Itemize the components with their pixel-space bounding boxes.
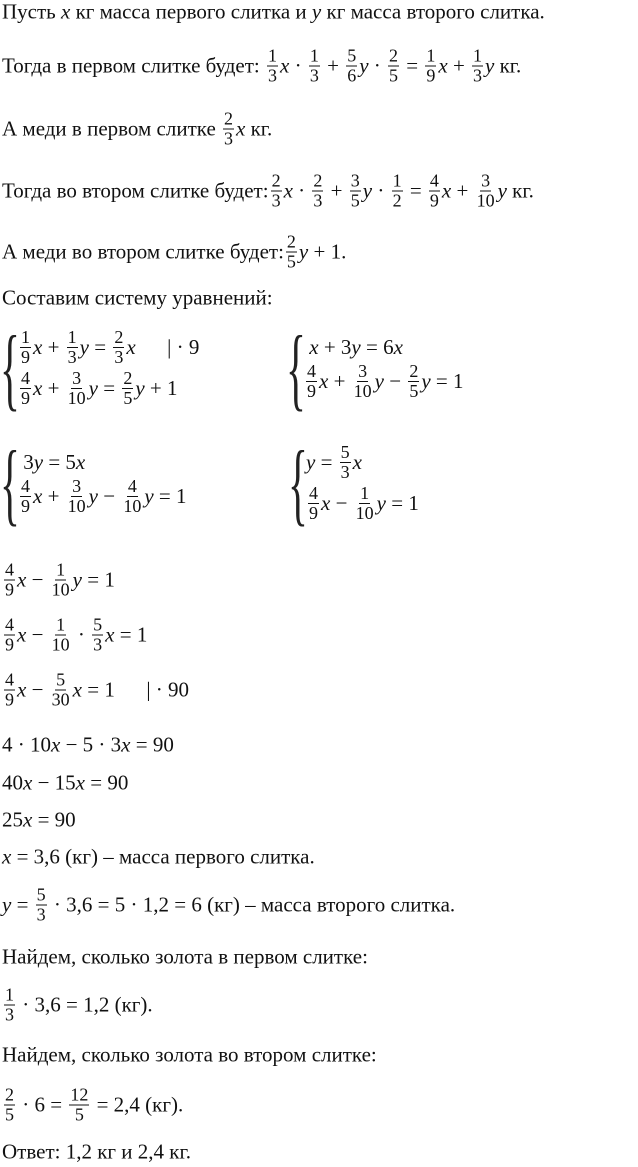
gold-second-heading xyxy=(2,1043,377,1068)
text-run: · xyxy=(72,622,91,647)
gold-second-result xyxy=(2,1086,183,1125)
variable: x xyxy=(61,0,71,24)
numerator: 5 xyxy=(93,614,103,635)
copper-first-ingot-line xyxy=(2,110,272,149)
variable: x xyxy=(51,732,61,757)
text-run: + xyxy=(42,335,65,359)
text-run: + 3 xyxy=(318,335,352,359)
gold-first-heading xyxy=(2,945,368,970)
text-run: + xyxy=(447,53,471,78)
text-run: 3 xyxy=(18,450,34,474)
denominator: 3 xyxy=(93,634,103,655)
system-row xyxy=(18,369,199,408)
denominator: 5 xyxy=(389,65,399,86)
numerator: 2 xyxy=(409,361,419,381)
numerator: 2 xyxy=(5,1084,14,1105)
variable: y xyxy=(144,484,154,508)
fraction xyxy=(51,616,71,655)
numerator: 5 xyxy=(347,45,357,66)
equation-line xyxy=(2,733,174,758)
text-run: · xyxy=(292,178,311,203)
fraction xyxy=(271,172,282,211)
variable: x xyxy=(319,369,329,393)
text-run: Ответ: 1,2 кг и 2,4 кг. xyxy=(2,1139,191,1164)
denominator: 5 xyxy=(286,251,296,272)
gold-first-result xyxy=(2,986,153,1025)
text-run: + 1 xyxy=(144,376,178,400)
variable: x xyxy=(352,450,362,474)
variable: x xyxy=(236,116,246,141)
variable: x xyxy=(75,450,86,474)
equation-system-3 xyxy=(0,432,187,534)
denominator: 9 xyxy=(21,496,30,516)
text-run: Найдем, сколько золота в первом слитке: xyxy=(2,944,368,969)
brace-icon: { xyxy=(0,432,20,534)
system-row xyxy=(18,450,187,475)
variable: y xyxy=(497,178,507,203)
numerator: 4 xyxy=(307,361,316,381)
equation-system-1 xyxy=(0,317,200,419)
variable: y xyxy=(421,369,431,393)
fraction xyxy=(340,443,351,482)
fraction xyxy=(267,47,278,86)
text-run: = 90 xyxy=(32,807,76,832)
variable: x xyxy=(309,335,319,359)
denominator: 3 xyxy=(268,65,278,86)
fraction xyxy=(4,986,15,1025)
variable: x xyxy=(23,807,33,832)
brace-icon: { xyxy=(0,317,20,419)
numerator: 4 xyxy=(5,614,14,635)
fraction xyxy=(67,477,87,516)
fraction xyxy=(388,47,399,86)
numerator: 3 xyxy=(72,476,82,496)
fraction xyxy=(350,172,361,211)
denominator: 3 xyxy=(313,190,323,211)
denominator: 3 xyxy=(309,65,319,86)
denominator: 5 xyxy=(74,1104,84,1125)
denominator: 10 xyxy=(476,190,495,211)
variable: x xyxy=(33,376,43,400)
variable: x xyxy=(33,335,43,359)
variable: y xyxy=(298,239,309,264)
variable: x xyxy=(126,335,136,359)
text-run: = xyxy=(404,178,427,203)
denominator: 3 xyxy=(114,347,124,367)
numerator: 4 xyxy=(5,669,14,690)
fraction xyxy=(4,671,15,710)
system-row xyxy=(306,443,419,482)
denominator: 9 xyxy=(5,689,14,710)
text-run: = 2,4 (кг). xyxy=(91,1092,184,1117)
numerator: 5 xyxy=(340,442,350,462)
answer-line xyxy=(2,1140,191,1165)
fraction xyxy=(408,362,419,401)
text-run: − xyxy=(384,369,407,393)
denominator: 10 xyxy=(353,381,372,401)
denominator: 5 xyxy=(123,388,133,408)
denominator: 3 xyxy=(67,347,77,367)
system-row xyxy=(304,335,464,360)
variable: x xyxy=(17,622,27,647)
denominator: 9 xyxy=(21,388,30,408)
equation-line xyxy=(2,771,128,796)
denominator: 10 xyxy=(355,503,374,523)
numerator: 4 xyxy=(309,483,318,503)
text-run: · 3,6 = 5 · 1,2 = 6 (кг) – масса второго слитка. xyxy=(48,892,456,917)
variable: y xyxy=(362,178,373,203)
text-run: = xyxy=(401,53,424,78)
numerator: 4 xyxy=(21,368,30,388)
text-run: − 15 xyxy=(32,770,76,795)
fraction xyxy=(36,886,47,925)
fraction xyxy=(355,484,375,523)
variable: y xyxy=(88,484,98,508)
fraction xyxy=(4,561,15,600)
text-run: 40 xyxy=(2,770,23,795)
text-run: = 1 xyxy=(386,491,419,515)
denominator: 3 xyxy=(473,65,483,86)
text-run: = 1 xyxy=(82,567,115,592)
text-run: = xyxy=(315,450,338,474)
variable: y xyxy=(485,53,495,78)
denominator: 3 xyxy=(5,1004,14,1025)
text-run: − xyxy=(26,677,49,702)
variable: y xyxy=(33,450,44,474)
fraction xyxy=(20,328,31,367)
numerator: 5 xyxy=(56,669,66,690)
variable: x xyxy=(121,732,131,757)
numerator: 1 xyxy=(473,45,483,66)
text-run: = 1 xyxy=(153,484,187,508)
text-run: · xyxy=(368,53,387,78)
variable: y xyxy=(374,369,384,393)
fraction xyxy=(4,1086,15,1125)
equation-system-2 xyxy=(286,317,464,419)
denominator: 3 xyxy=(340,462,350,482)
numerator: 3 xyxy=(481,170,491,191)
text-run: А меди во втором слитке будет: xyxy=(2,239,284,264)
denominator: 30 xyxy=(51,689,70,710)
variable: x xyxy=(75,770,85,795)
equation-system-4 xyxy=(288,432,419,534)
text-run: Пусть xyxy=(2,0,61,24)
text-run: − 5 · 3 xyxy=(60,732,122,757)
variable: x xyxy=(438,53,448,78)
intro-line xyxy=(2,0,545,25)
text-run: = 90 xyxy=(130,732,174,757)
system-row xyxy=(18,328,199,367)
variable: y xyxy=(376,491,386,515)
variable: x xyxy=(441,178,452,203)
numerator: 1 xyxy=(309,45,319,66)
text-run: = 1 xyxy=(114,622,148,647)
copper-second-ingot-line xyxy=(2,233,346,272)
text-run: | · 9 xyxy=(135,335,200,359)
numerator: 2 xyxy=(114,327,124,347)
denominator: 2 xyxy=(392,190,402,211)
fraction xyxy=(20,477,31,516)
variable: x xyxy=(17,567,27,592)
numerator: 1 xyxy=(360,483,370,503)
text-run: + xyxy=(325,178,348,203)
denominator: 9 xyxy=(429,190,439,211)
variable: y xyxy=(311,0,322,24)
text-run: = 6 xyxy=(360,335,394,359)
text-run: = 5 xyxy=(43,450,76,474)
fraction xyxy=(306,362,317,401)
text-run: · 3,6 = 1,2 (кг). xyxy=(17,992,153,1017)
numerator: 3 xyxy=(358,361,368,381)
variable: y xyxy=(88,376,98,400)
text-run: = 1 xyxy=(430,369,464,393)
gold-second-ingot-line xyxy=(2,172,534,211)
text-run: + 1. xyxy=(308,239,347,264)
system-row xyxy=(306,484,419,523)
denominator: 10 xyxy=(51,634,70,655)
fraction xyxy=(472,47,483,86)
text-run: + xyxy=(321,53,345,78)
denominator: 9 xyxy=(309,503,318,523)
text-run: + xyxy=(328,369,351,393)
fraction xyxy=(67,369,87,408)
variable: y xyxy=(72,567,82,592)
text-run: − xyxy=(330,491,353,515)
denominator: 9 xyxy=(21,347,30,367)
variable: y xyxy=(351,335,361,359)
text-run: − xyxy=(98,484,121,508)
numerator: 2 xyxy=(286,231,296,252)
denominator: 9 xyxy=(426,65,436,86)
text-run: А меди в первом слитке xyxy=(2,116,222,141)
denominator: 5 xyxy=(5,1104,14,1125)
numerator: 3 xyxy=(72,368,82,388)
denominator: 3 xyxy=(271,190,281,211)
fraction xyxy=(51,671,71,710)
denominator: 5 xyxy=(350,190,360,211)
text-run: = xyxy=(98,376,121,400)
first-ingot-mass-line xyxy=(2,845,315,870)
fraction xyxy=(4,616,15,655)
text-run: = xyxy=(11,892,34,917)
variable: x xyxy=(2,844,12,869)
text-run: = 3,6 (кг) – масса первого слитка. xyxy=(11,844,315,869)
fraction xyxy=(309,47,320,86)
denominator: 5 xyxy=(409,381,419,401)
text-run: + xyxy=(42,484,65,508)
numerator: 4 xyxy=(127,476,137,496)
denominator: 9 xyxy=(5,634,14,655)
denominator: 10 xyxy=(123,496,142,516)
fraction xyxy=(67,328,78,367)
brace-icon: { xyxy=(288,432,308,534)
numerator: 1 xyxy=(268,45,278,66)
denominator: 3 xyxy=(224,128,234,149)
gold-first-ingot-line xyxy=(2,47,521,86)
variable: x xyxy=(280,53,290,78)
fraction xyxy=(92,616,103,655)
numerator: 4 xyxy=(429,170,439,191)
variable: x xyxy=(23,770,33,795)
numerator: 1 xyxy=(426,45,436,66)
variable: y xyxy=(359,53,369,78)
text-run: + xyxy=(42,376,65,400)
text-run: Составим систему уравнений: xyxy=(2,285,273,310)
text-run: кг. xyxy=(494,53,522,78)
denominator: 10 xyxy=(67,388,86,408)
system-row xyxy=(304,362,464,401)
system-heading xyxy=(2,286,273,311)
numerator: 1 xyxy=(392,170,402,191)
variable: x xyxy=(283,178,293,203)
variable: y xyxy=(2,892,12,917)
text-run: = xyxy=(89,335,112,359)
fraction xyxy=(51,561,71,600)
variable: y xyxy=(135,376,145,400)
variable: x xyxy=(393,335,403,359)
denominator: 9 xyxy=(5,579,14,600)
text-run: 25 xyxy=(2,807,23,832)
fraction xyxy=(122,477,142,516)
text-run: = 1 | · 90 xyxy=(82,677,190,702)
denominator: 9 xyxy=(307,381,316,401)
fraction xyxy=(20,369,31,408)
numerator: 3 xyxy=(350,170,360,191)
variable: x xyxy=(17,677,27,702)
variable: x xyxy=(105,622,115,647)
numerator: 2 xyxy=(313,170,323,191)
fraction xyxy=(122,369,133,408)
fraction xyxy=(223,110,234,149)
variable: x xyxy=(33,484,43,508)
text-run: кг масса первого слитка и xyxy=(70,0,312,24)
text-run: Тогда во втором слитке будет: xyxy=(2,178,269,203)
text-run: Найдем, сколько золота во втором слитке: xyxy=(2,1042,377,1067)
numerator: 1 xyxy=(67,327,77,347)
variable: x xyxy=(72,677,82,702)
denominator: 3 xyxy=(36,904,46,925)
numerator: 2 xyxy=(123,368,133,388)
denominator: 10 xyxy=(67,496,86,516)
variable: x xyxy=(321,491,331,515)
text-run: Тогда в первом слитке будет: xyxy=(2,53,266,78)
text-run: · xyxy=(372,178,390,203)
equation-line xyxy=(2,671,189,710)
text-run: · xyxy=(289,53,307,78)
variable: y xyxy=(306,450,316,474)
equation-line xyxy=(2,561,115,600)
denominator: 10 xyxy=(51,579,70,600)
fraction xyxy=(476,172,496,211)
variable: y xyxy=(79,335,89,359)
numerator: 4 xyxy=(5,559,14,580)
numerator: 2 xyxy=(389,45,399,66)
text-run: 4 · 10 xyxy=(2,732,51,757)
text-run: + xyxy=(451,178,474,203)
fraction xyxy=(69,1086,89,1125)
equation-line xyxy=(2,808,76,833)
text-run: кг масса второго слитка. xyxy=(321,0,545,24)
system-row xyxy=(18,477,187,516)
numerator: 1 xyxy=(21,327,30,347)
text-run: кг. xyxy=(245,116,273,141)
numerator: 4 xyxy=(21,476,30,496)
fraction xyxy=(308,484,319,523)
fraction xyxy=(429,172,440,211)
numerator: 5 xyxy=(36,884,46,905)
second-ingot-mass-line xyxy=(2,886,455,925)
numerator: 2 xyxy=(271,170,281,191)
numerator: 1 xyxy=(5,984,14,1005)
numerator: 1 xyxy=(56,559,66,580)
fraction xyxy=(113,328,124,367)
fraction xyxy=(392,172,403,211)
fraction xyxy=(425,47,436,86)
fraction xyxy=(286,233,297,272)
text-run: − xyxy=(26,567,49,592)
fraction xyxy=(346,47,357,86)
text-run: = 90 xyxy=(85,770,129,795)
numerator: 12 xyxy=(70,1084,89,1105)
denominator: 6 xyxy=(347,65,357,86)
numerator: 2 xyxy=(224,108,234,129)
fraction xyxy=(353,362,373,401)
text-run: · 6 = xyxy=(17,1092,68,1117)
numerator: 1 xyxy=(56,614,66,635)
fraction xyxy=(312,172,323,211)
brace-icon: { xyxy=(286,317,306,419)
text-run: − xyxy=(26,622,49,647)
text-run: кг. xyxy=(506,178,534,203)
equation-line xyxy=(2,616,147,655)
